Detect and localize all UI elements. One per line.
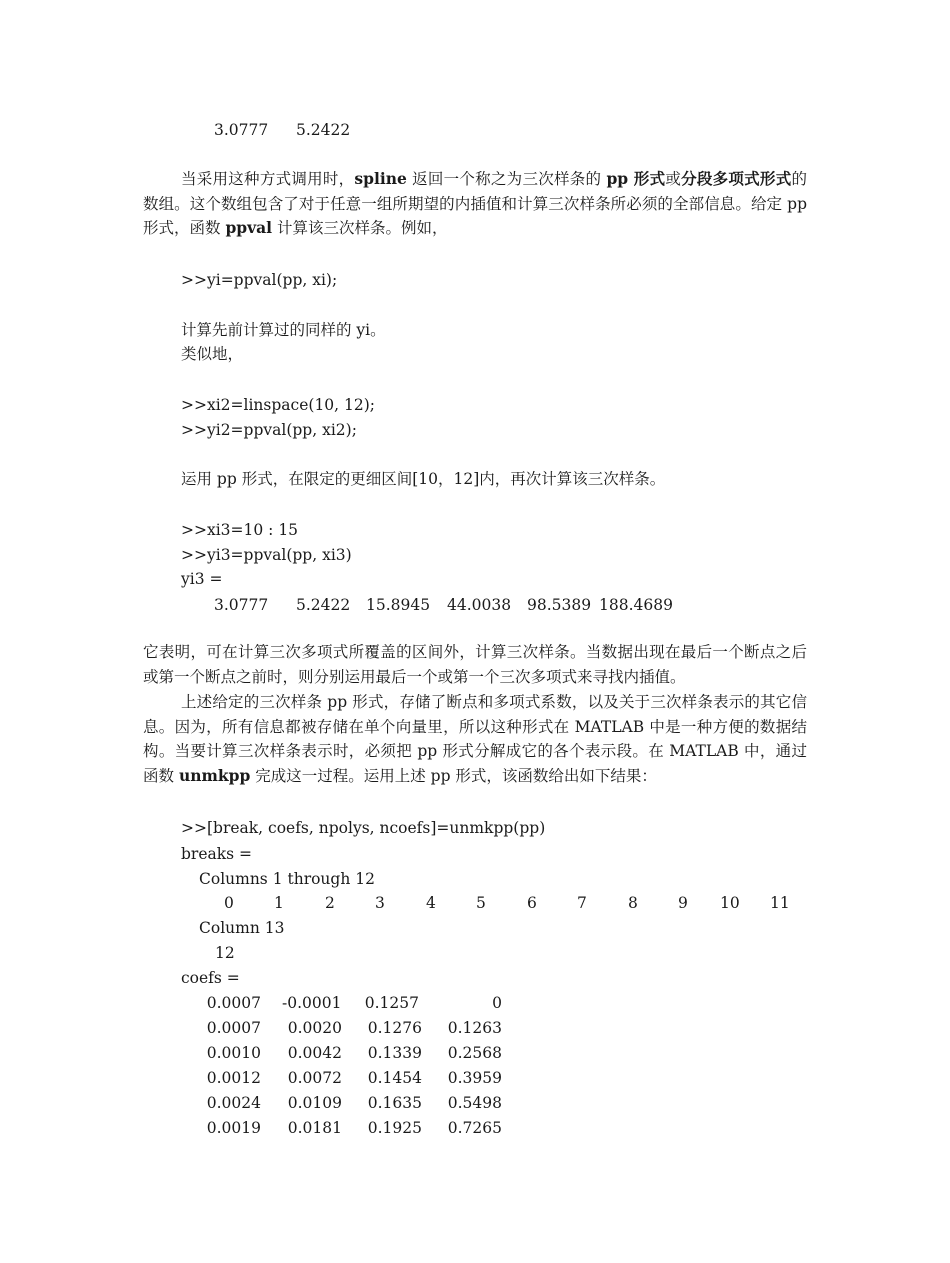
breaks-value: 2 xyxy=(325,894,335,912)
coefs-cell: 0.1635 xyxy=(367,1094,422,1112)
coefs-cell: 0.0012 xyxy=(206,1069,261,1087)
coefs-cell: 0.0010 xyxy=(206,1044,261,1062)
code-line-unmkpp: >>[break, coefs, npolys, ncoefs]=unmkpp(pp) xyxy=(181,819,546,837)
yi3-value: 15.8945 xyxy=(366,596,431,614)
coefs-cell: 0.2568 xyxy=(447,1044,502,1062)
yi3-label: yi3 = xyxy=(181,570,223,588)
breaks-value: 11 xyxy=(770,894,790,912)
coefs-cell: 0 xyxy=(492,994,502,1012)
top-result-value-2: 5.2422 xyxy=(296,121,351,139)
coefs-label: coefs = xyxy=(181,969,240,987)
coefs-cell: 0.5498 xyxy=(447,1094,502,1112)
coefs-cell: 0.0020 xyxy=(287,1019,342,1037)
coefs-cell: 0.1257 xyxy=(364,994,419,1012)
code-line-ppval-xi2: >>yi2=ppval(pp, xi2); xyxy=(181,421,357,439)
coefs-cell: 0.1276 xyxy=(367,1019,422,1037)
coefs-cell: 0.1339 xyxy=(367,1044,422,1062)
paragraph-unmkpp: 上述给定的三次样条 pp 形式，存储了断点和多项式系数，以及关于三次样条表示的其它信息。因为，所有信息都被存储在单个向量里，所以这种形式在 MATLAB 中是一种方便的数据结构。当要计算三次样条表示时，必须把 pp 形式分解成它的各个表示段。在 MATLAB 中，通过函数 unmkpp 完成这一过程。运用上述 pp 形式，该函数给出如下结果： xyxy=(143,693,807,785)
coefs-cell: 0.3959 xyxy=(447,1069,502,1087)
columns-header: Columns 1 through 12 xyxy=(199,870,375,888)
coefs-cell: 0.0181 xyxy=(287,1119,342,1137)
breaks-label: breaks = xyxy=(181,845,253,863)
coefs-cell: 0.0042 xyxy=(287,1044,342,1062)
breaks-value: 3 xyxy=(375,894,385,912)
breaks-value: 0 xyxy=(224,894,234,912)
text-finer-interval: 运用 pp 形式，在限定的更细区间[10，12]内，再次计算该三次样条。 xyxy=(181,470,666,488)
yi3-value: 5.2422 xyxy=(296,596,351,614)
code-line-yi3: >>yi3=ppval(pp, xi3) xyxy=(181,546,352,564)
coefs-cell: 0.0024 xyxy=(206,1094,261,1112)
code-line-ppval: >>yi=ppval(pp, xi); xyxy=(181,271,338,289)
code-line-xi3: >>xi3=10 : 15 xyxy=(181,521,299,539)
paragraph-extrapolation: 它表明，可在计算三次多项式所覆盖的区间外，计算三次样条。当数据出现在最后一个断点之后或第一个断点之前时，则分别运用最后一个或第一个三次多项式来寻找内插值。 xyxy=(143,643,807,686)
coefs-cell: 0.0109 xyxy=(287,1094,342,1112)
coefs-cell: 0.1925 xyxy=(367,1119,422,1137)
text-compute-yi: 计算先前计算过的同样的 yi。 xyxy=(181,321,386,339)
breaks-value: 5 xyxy=(476,894,486,912)
top-result-value-1: 3.0777 xyxy=(214,121,269,139)
yi3-value: 44.0038 xyxy=(447,596,512,614)
breaks-value: 8 xyxy=(628,894,638,912)
coefs-cell: 0.0007 xyxy=(206,1019,261,1037)
paragraph-spline-pp-form: 当采用这种方式调用时，spline 返回一个称之为三次样条的 pp 形式或分段多项式形式的数组。这个数组包含了对于任意一组所期望的内插值和计算三次样条所必须的全部信息。给定 pp 形式，函数 ppval 计算该三次样条。例如， xyxy=(143,169,807,237)
column13-value: 12 xyxy=(215,944,235,962)
breaks-value: 4 xyxy=(426,894,436,912)
coefs-cell: -0.0001 xyxy=(282,994,342,1012)
text-similarly: 类似地， xyxy=(181,345,244,363)
yi3-value: 188.4689 xyxy=(599,596,673,614)
coefs-cell: 0.0072 xyxy=(287,1069,342,1087)
code-line-linspace: >>xi2=linspace(10, 12); xyxy=(181,396,376,414)
coefs-cell: 0.1454 xyxy=(367,1069,422,1087)
coefs-cell: 0.7265 xyxy=(447,1119,502,1137)
yi3-value: 3.0777 xyxy=(214,596,269,614)
breaks-value: 10 xyxy=(720,894,740,912)
coefs-cell: 0.0007 xyxy=(206,994,261,1012)
yi3-value: 98.5389 xyxy=(527,596,592,614)
coefs-cell: 0.1263 xyxy=(447,1019,502,1037)
breaks-value: 7 xyxy=(577,894,587,912)
column13-header: Column 13 xyxy=(199,919,285,937)
breaks-value: 1 xyxy=(274,894,284,912)
coefs-cell: 0.0019 xyxy=(206,1119,261,1137)
breaks-value: 9 xyxy=(678,894,688,912)
breaks-value: 6 xyxy=(527,894,537,912)
